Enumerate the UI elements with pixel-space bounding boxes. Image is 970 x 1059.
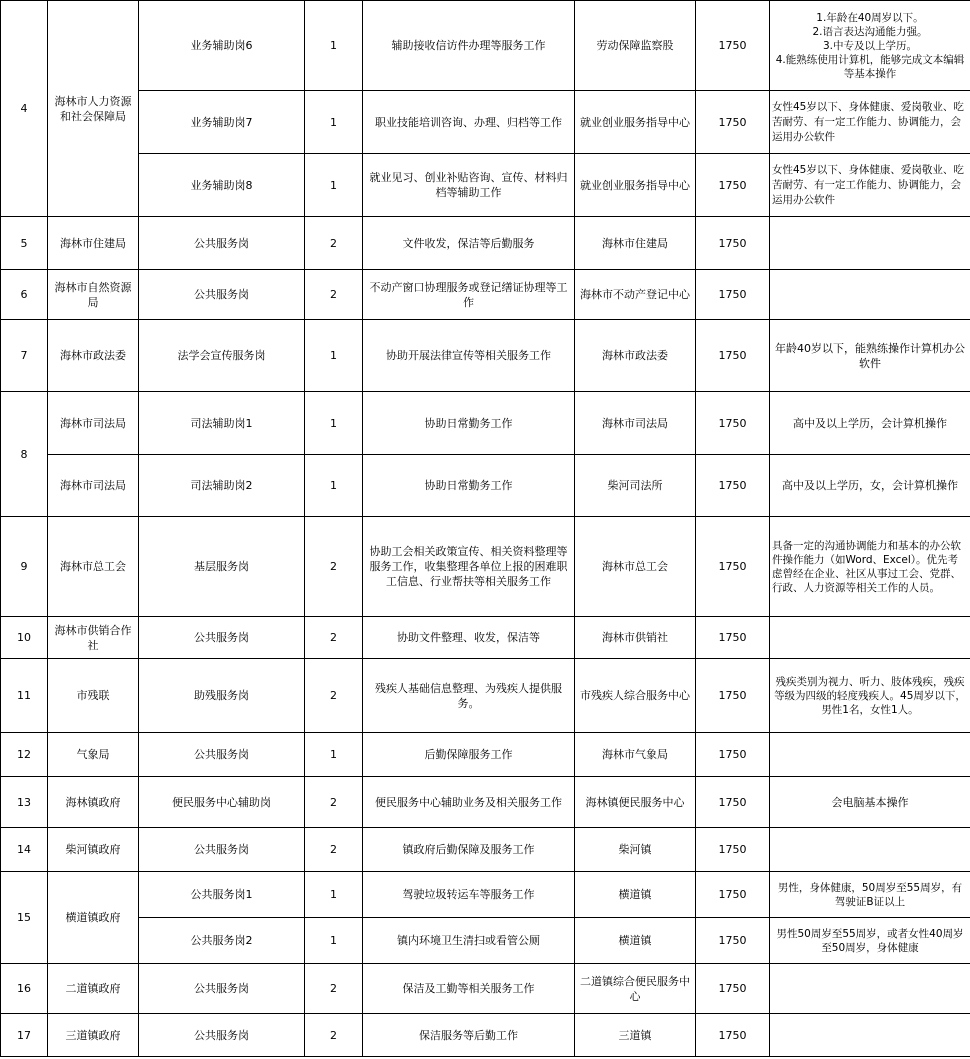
post-name-cell: 基层服务岗 xyxy=(139,517,305,617)
requirements-cell: 男性50周岁至55周岁，或者女性40周岁至50周岁，身体健康 xyxy=(770,918,970,964)
post-name-cell: 司法辅助岗2 xyxy=(139,455,305,517)
headcount-cell: 2 xyxy=(305,777,363,828)
table-row xyxy=(1,918,970,964)
headcount-cell: 2 xyxy=(305,659,363,733)
duty-cell: 保洁服务等后勤工作 xyxy=(363,1014,575,1057)
table-row xyxy=(1,455,970,517)
unit-cell: 海林市总工会 xyxy=(575,517,696,617)
salary-cell: 1750 xyxy=(696,217,770,270)
row-number: 14 xyxy=(1,828,48,872)
requirements-cell xyxy=(770,828,970,872)
table-row xyxy=(1,964,970,1014)
row-number: 8 xyxy=(1,392,48,517)
row-number: 7 xyxy=(1,320,48,392)
department-cell: 市残联 xyxy=(48,659,139,733)
row-number: 9 xyxy=(1,517,48,617)
headcount-cell: 1 xyxy=(305,918,363,964)
salary-cell: 1750 xyxy=(696,659,770,733)
salary-cell: 1750 xyxy=(696,320,770,392)
headcount-cell: 2 xyxy=(305,270,363,320)
requirements-cell xyxy=(770,217,970,270)
requirements-cell: 男性，身体健康，50周岁至55周岁，有驾驶证B证以上 xyxy=(770,872,970,918)
table-row xyxy=(1,91,970,154)
headcount-cell: 1 xyxy=(305,392,363,455)
unit-cell: 就业创业服务指导中心 xyxy=(575,154,696,217)
salary-cell: 1750 xyxy=(696,964,770,1014)
requirement-line: 2.语言表达沟通能力强。 xyxy=(812,25,928,38)
duty-cell: 后勤保障服务工作 xyxy=(363,733,575,777)
department-cell: 二道镇政府 xyxy=(48,964,139,1014)
department-cell: 海林市人力资源和社会保障局 xyxy=(48,1,139,217)
requirements-cell xyxy=(770,270,970,320)
headcount-cell: 2 xyxy=(305,617,363,659)
salary-cell: 1750 xyxy=(696,777,770,828)
headcount-cell: 2 xyxy=(305,517,363,617)
row-number: 16 xyxy=(1,964,48,1014)
unit-cell: 柴河镇 xyxy=(575,828,696,872)
department-cell: 海林市司法局 xyxy=(48,392,139,455)
post-name-cell: 公共服务岗 xyxy=(139,733,305,777)
row-number: 5 xyxy=(1,217,48,270)
table-row xyxy=(1,392,970,455)
headcount-cell: 2 xyxy=(305,828,363,872)
duty-cell: 协助文件整理、收发，保洁等 xyxy=(363,617,575,659)
unit-cell: 海林市气象局 xyxy=(575,733,696,777)
post-name-cell: 司法辅助岗1 xyxy=(139,392,305,455)
post-name-cell: 公共服务岗 xyxy=(139,270,305,320)
duty-cell: 协助工会相关政策宣传、相关资料整理等服务工作，收集整理各单位上报的困难职工信息、行业帮扶等相关服务工作 xyxy=(363,517,575,617)
headcount-cell: 1 xyxy=(305,91,363,154)
post-name-cell: 公共服务岗 xyxy=(139,1014,305,1057)
table-row xyxy=(1,217,970,270)
requirements-cell xyxy=(770,1,970,91)
table-row xyxy=(1,659,970,733)
table-row xyxy=(1,1014,970,1057)
duty-cell: 镇内环境卫生清扫或看管公厕 xyxy=(363,918,575,964)
unit-cell: 就业创业服务指导中心 xyxy=(575,91,696,154)
post-name-cell: 法学会宣传服务岗 xyxy=(139,320,305,392)
department-cell: 横道镇政府 xyxy=(48,872,139,964)
row-number: 11 xyxy=(1,659,48,733)
salary-cell: 1750 xyxy=(696,733,770,777)
requirements-cell: 会电脑基本操作 xyxy=(770,777,970,828)
headcount-cell: 2 xyxy=(305,1014,363,1057)
duty-cell: 便民服务中心辅助业务及相关服务工作 xyxy=(363,777,575,828)
post-name-cell: 公共服务岗2 xyxy=(139,918,305,964)
duty-cell: 协助日常勤务工作 xyxy=(363,455,575,517)
duty-cell: 职业技能培训咨询、办理、归档等工作 xyxy=(363,91,575,154)
department-cell: 三道镇政府 xyxy=(48,1014,139,1057)
table-row xyxy=(1,320,970,392)
duty-cell: 镇政府后勤保障及服务工作 xyxy=(363,828,575,872)
duty-cell: 保洁及工勤等相关服务工作 xyxy=(363,964,575,1014)
post-name-cell: 公共服务岗 xyxy=(139,828,305,872)
requirements-cell xyxy=(770,733,970,777)
duty-cell: 协助开展法律宣传等相关服务工作 xyxy=(363,320,575,392)
post-name-cell: 公共服务岗 xyxy=(139,617,305,659)
requirements-cell: 高中及以上学历，会计算机操作 xyxy=(770,392,970,455)
requirements-cell: 高中及以上学历，女，会计算机操作 xyxy=(770,455,970,517)
row-number: 10 xyxy=(1,617,48,659)
requirements-cell xyxy=(770,617,970,659)
table-row xyxy=(1,733,970,777)
row-number: 4 xyxy=(1,1,48,217)
department-cell: 海林市供销合作社 xyxy=(48,617,139,659)
department-cell: 海林市住建局 xyxy=(48,217,139,270)
unit-cell: 二道镇综合便民服务中心 xyxy=(575,964,696,1014)
requirements-cell xyxy=(770,964,970,1014)
post-name-cell: 业务辅助岗7 xyxy=(139,91,305,154)
salary-cell: 1750 xyxy=(696,392,770,455)
unit-cell: 市残疾人综合服务中心 xyxy=(575,659,696,733)
post-name-cell: 业务辅助岗6 xyxy=(139,1,305,91)
unit-cell: 海林市司法局 xyxy=(575,392,696,455)
table-row xyxy=(1,777,970,828)
salary-cell: 1750 xyxy=(696,455,770,517)
unit-cell: 海林镇便民服务中心 xyxy=(575,777,696,828)
duty-cell: 残疾人基础信息整理、为残疾人提供服务。 xyxy=(363,659,575,733)
post-name-cell: 公共服务岗 xyxy=(139,217,305,270)
headcount-cell: 2 xyxy=(305,217,363,270)
unit-cell: 横道镇 xyxy=(575,918,696,964)
row-number: 6 xyxy=(1,270,48,320)
post-name-cell: 公共服务岗 xyxy=(139,964,305,1014)
salary-cell: 1750 xyxy=(696,918,770,964)
salary-cell: 1750 xyxy=(696,270,770,320)
post-name-cell: 便民服务中心辅助岗 xyxy=(139,777,305,828)
department-cell: 气象局 xyxy=(48,733,139,777)
salary-cell: 1750 xyxy=(696,517,770,617)
table-row xyxy=(1,154,970,217)
requirements-cell: 具备一定的沟通协调能力和基本的办公软件操作能力（如Word、Excel）。优先考虑曾经在企业、社区从事过工会、党群、行政、人力资源等相关工作的人员。 xyxy=(770,517,970,617)
requirements-cell: 女性45岁以下、身体健康、爱岗敬业、吃苦耐劳、有一定工作能力、协调能力，会运用办公软件 xyxy=(770,154,970,217)
duty-cell: 不动产窗口协理服务或登记缮证协理等工作 xyxy=(363,270,575,320)
requirement-line: 1.年龄在40周岁以下。 xyxy=(816,11,924,24)
headcount-cell: 1 xyxy=(305,1,363,91)
row-number: 12 xyxy=(1,733,48,777)
table-row xyxy=(1,617,970,659)
requirements-cell: 残疾类别为视力、听力、肢体残疾，残疾等级为四级的轻度残疾人。45周岁以下，男性1名，女性1人。 xyxy=(770,659,970,733)
duty-cell: 协助日常勤务工作 xyxy=(363,392,575,455)
duty-cell: 辅助接收信访件办理等服务工作 xyxy=(363,1,575,91)
department-cell: 海林镇政府 xyxy=(48,777,139,828)
salary-cell: 1750 xyxy=(696,617,770,659)
row-number: 15 xyxy=(1,872,48,964)
unit-cell: 海林市供销社 xyxy=(575,617,696,659)
row-number: 17 xyxy=(1,1014,48,1057)
table-row xyxy=(1,1,970,91)
department-cell: 柴河镇政府 xyxy=(48,828,139,872)
salary-cell: 1750 xyxy=(696,154,770,217)
headcount-cell: 1 xyxy=(305,455,363,517)
headcount-cell: 1 xyxy=(305,320,363,392)
department-cell: 海林市总工会 xyxy=(48,517,139,617)
requirement-line: 3.中专及以上学历。 xyxy=(822,39,918,52)
salary-cell: 1750 xyxy=(696,91,770,154)
requirements-cell xyxy=(770,1014,970,1057)
requirements-cell: 年龄40岁以下，能熟练操作计算机办公软件 xyxy=(770,320,970,392)
table-row xyxy=(1,828,970,872)
duty-cell: 文件收发，保洁等后勤服务 xyxy=(363,217,575,270)
headcount-cell: 1 xyxy=(305,154,363,217)
unit-cell: 海林市政法委 xyxy=(575,320,696,392)
table-row xyxy=(1,270,970,320)
unit-cell: 劳动保障监察股 xyxy=(575,1,696,91)
department-cell: 海林市政法委 xyxy=(48,320,139,392)
salary-cell: 1750 xyxy=(696,1014,770,1057)
requirement-line: 4.能熟练使用计算机，能够完成文本编辑等基本操作 xyxy=(775,53,965,80)
salary-cell: 1750 xyxy=(696,828,770,872)
unit-cell: 柴河司法所 xyxy=(575,455,696,517)
post-name-cell: 助残服务岗 xyxy=(139,659,305,733)
duty-cell: 就业见习、创业补贴咨询、宣传、材料归档等辅助工作 xyxy=(363,154,575,217)
table-row xyxy=(1,517,970,617)
headcount-cell: 2 xyxy=(305,964,363,1014)
unit-cell: 横道镇 xyxy=(575,872,696,918)
unit-cell: 海林市住建局 xyxy=(575,217,696,270)
unit-cell: 海林市不动产登记中心 xyxy=(575,270,696,320)
post-name-cell: 公共服务岗1 xyxy=(139,872,305,918)
post-name-cell: 业务辅助岗8 xyxy=(139,154,305,217)
salary-cell: 1750 xyxy=(696,1,770,91)
headcount-cell: 1 xyxy=(305,872,363,918)
salary-cell: 1750 xyxy=(696,872,770,918)
duty-cell: 驾驶垃圾转运车等服务工作 xyxy=(363,872,575,918)
department-cell: 海林市自然资源局 xyxy=(48,270,139,320)
department-cell: 海林市司法局 xyxy=(48,455,139,517)
headcount-cell: 1 xyxy=(305,733,363,777)
table-row xyxy=(1,872,970,918)
requirements-cell: 女性45岁以下、身体健康、爱岗敬业、吃苦耐劳、有一定工作能力、协调能力，会运用办公软件 xyxy=(770,91,970,154)
row-number: 13 xyxy=(1,777,48,828)
unit-cell: 三道镇 xyxy=(575,1014,696,1057)
